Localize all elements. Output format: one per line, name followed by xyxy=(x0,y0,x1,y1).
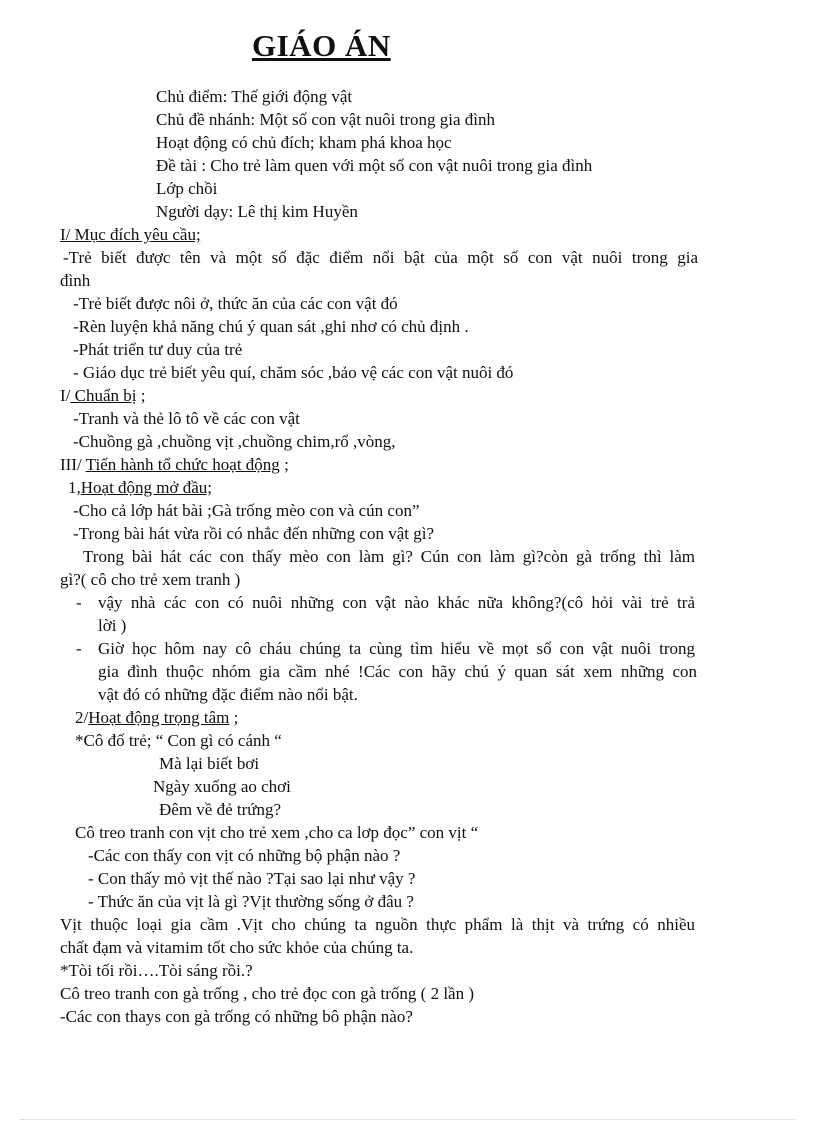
subsection1-prefix: 1, xyxy=(68,478,81,497)
activity-line: Hoạt động có chủ đích; kham phá khoa học xyxy=(156,133,452,152)
subsection1-title: Hoạt động mở đầu; xyxy=(80,478,213,497)
section2-suffix: ; xyxy=(136,386,146,405)
subtopic-line: Chủ đề nhánh: Một số con vật nuôi trong gia đình xyxy=(156,110,496,129)
rooster-riddle: *Tòi tối rồi….Tòi sáng rồi.? xyxy=(60,961,253,980)
section1-line1b: đình xyxy=(60,271,91,290)
bullet1-line1: vậy nhà các con có nuôi những con vật nào khác nữa không?(cô hỏi vài trẻ trả xyxy=(98,593,695,612)
section2-heading xyxy=(60,385,145,407)
subsection2-prefix: 2/ xyxy=(75,708,89,727)
section1-line2: -Trẻ biết được nôi ở, thức ăn của các con vật đó xyxy=(73,294,398,313)
page-bottom-rule xyxy=(20,1119,796,1120)
bullet-dash-2: - xyxy=(76,639,82,658)
subsection1-heading xyxy=(68,477,212,499)
bullet-dash-1: - xyxy=(76,593,82,612)
section1-heading xyxy=(60,224,201,246)
summary-line1b: chất đạm và vitamim tốt cho sức khỏe của chúng ta. xyxy=(60,938,414,957)
class-line: Lớp chồi xyxy=(156,179,218,198)
duck-line1: Cô treo tranh con vịt cho trẻ xem ,cho ca lơp đọc” con vịt “ xyxy=(75,823,479,842)
page-title: GIÁO ÁN xyxy=(252,28,391,63)
teacher-line: Người dạy: Lê thị kim Huyền xyxy=(156,202,358,221)
section1-line3: -Rèn luyện khả năng chú ý quan sát ,ghi nhơ có chủ định . xyxy=(73,317,469,336)
subsection2-suffix: ; xyxy=(229,708,239,727)
riddle-line1: Mà lại biết bơi xyxy=(159,754,260,773)
rooster-line1: Cô treo tranh con gà trống , cho trẻ đọc con gà trống ( 2 lần ) xyxy=(60,984,475,1003)
bullet2-line2: gia đình thuộc nhóm gia cầm nhé !Các con hãy chú ý quan sát xem những con xyxy=(98,662,697,681)
section2-line1: -Tranh và thẻ lô tô về các con vật xyxy=(73,409,300,428)
section1-prefix: I/ xyxy=(60,225,71,244)
duck-line3: - Con thấy mỏ vịt thế nào ?Tại sao lại như vậy ? xyxy=(88,869,416,888)
intro-line3: Trong bài hát các con thấy mèo con làm gì? Cún con làm gì?còn gà trống thì làm xyxy=(83,547,695,566)
section1-line4: -Phát triển tư duy của trẻ xyxy=(73,340,243,359)
duck-line2: -Các con thấy con vịt có những bộ phận nào ? xyxy=(88,846,401,865)
subject-line: Đề tài : Cho trẻ làm quen với một số con vật nuôi trong gia đình xyxy=(156,156,593,175)
riddle-line3: Đêm về đẻ trứng? xyxy=(159,800,282,819)
bullet2-line3: vật đó có những đặc điểm nào nổi bật. xyxy=(98,685,358,704)
section2-prefix: I/ xyxy=(60,386,71,405)
intro-line1: -Cho cả lớp hát bài ;Gà trống mèo con và cún con” xyxy=(73,501,420,520)
section1-line5: - Giáo dục trẻ biết yêu quí, chăm sóc ,bảo vệ các con vật nuôi đó xyxy=(73,363,514,382)
section2-title: Chuẩn bị xyxy=(70,386,137,405)
summary-line1: Vịt thuộc loại gia cầm .Vịt cho chúng ta nguồn thực phẩm là thịt và trứng có nhiều xyxy=(60,915,695,934)
section1-line1: -Trẻ biết được tên và một số đặc điểm nổi bật của một số con vật nuôi trong gia xyxy=(63,248,698,267)
intro-line3b: gì?( cô cho trẻ xem tranh ) xyxy=(60,570,241,589)
bullet1-line2: lời ) xyxy=(98,616,127,635)
section3-suffix: ; xyxy=(279,455,289,474)
section2-line2: -Chuồng gà ,chuồng vịt ,chuồng chim,rổ ,vòng, xyxy=(73,432,396,451)
section3-prefix: III/ xyxy=(60,455,86,474)
intro-line2: -Trong bài hát vừa rồi có nhắc đến những con vật gì? xyxy=(73,524,435,543)
subsection2-heading xyxy=(75,707,238,729)
topic-line: Chủ điểm: Thế giới động vật xyxy=(156,87,353,106)
section1-title: Mục đích yêu cầu; xyxy=(70,225,201,244)
section3-heading xyxy=(60,454,289,476)
riddle-intro: *Cô đố trẻ; “ Con gì có cánh “ xyxy=(75,731,282,750)
bullet2-line1: Giờ học hôm nay cô cháu chúng ta cùng tìm hiểu về mọt số con vật nuôi trong xyxy=(98,639,695,658)
subsection2-title: Hoạt động trọng tâm xyxy=(88,708,230,727)
section3-title: Tiến hành tổ chức hoạt động xyxy=(85,455,280,474)
riddle-line2: Ngày xuống ao chơi xyxy=(153,777,291,796)
duck-line4: - Thức ăn của vịt là gì ?Vịt thường sống ở đâu ? xyxy=(88,892,414,911)
rooster-line2: -Các con thays con gà trống có những bô phận nào? xyxy=(60,1007,413,1026)
